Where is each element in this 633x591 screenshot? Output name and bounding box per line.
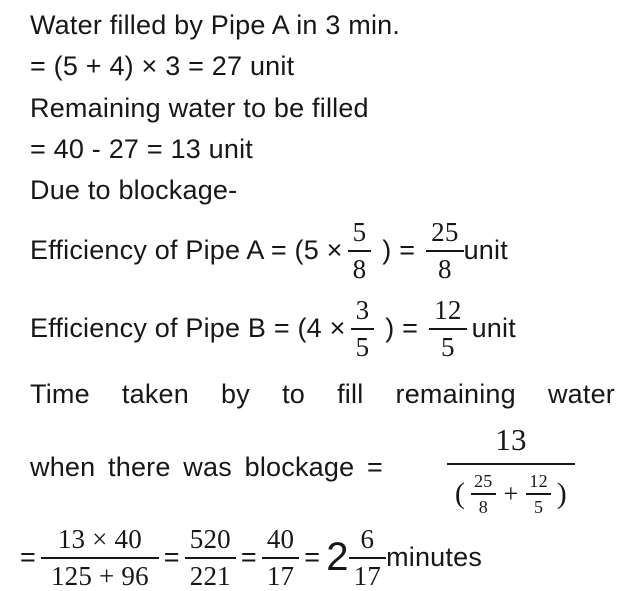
fraction-numerator: 25 xyxy=(431,216,459,247)
fraction-denominator: 125 + 96 xyxy=(41,557,159,590)
solution-line-1: Water filled by Pipe A in 3 min. xyxy=(30,10,401,40)
fraction-numerator: 13 × 40 xyxy=(57,523,142,554)
big-fraction xyxy=(447,421,575,517)
fraction-denominator: 221 xyxy=(185,557,236,590)
final-equation xyxy=(20,523,619,591)
fraction-numerator: 3 xyxy=(355,294,370,325)
equation-text: unit xyxy=(463,235,508,266)
equation-text: Efficiency of Pipe A = (5 × xyxy=(30,235,343,266)
fraction xyxy=(348,216,372,284)
fraction-numerator: 25 xyxy=(474,470,493,491)
fraction-numerator: 6 xyxy=(360,523,375,554)
fraction-numerator: 12 xyxy=(434,294,462,325)
fraction-denominator: 5 xyxy=(526,493,550,516)
fraction-denominator: 8 xyxy=(471,493,495,516)
fraction xyxy=(349,523,386,591)
fraction-denominator: 5 xyxy=(429,328,466,361)
solution-line-5: Due to blockage- xyxy=(30,175,238,206)
solution-line-4: = 40 - 27 = 13 unit xyxy=(30,133,253,164)
equation-text: ) = xyxy=(385,313,419,344)
equals-sign: = xyxy=(163,542,180,573)
close-paren: ) xyxy=(556,476,567,510)
fraction xyxy=(471,472,495,516)
fraction-numerator: 520 xyxy=(189,523,231,554)
equals-sign: = xyxy=(20,542,36,573)
fraction-numerator: 5 xyxy=(352,216,367,247)
equation-text: minutes xyxy=(386,542,483,573)
fraction-numerator: 12 xyxy=(529,470,548,491)
fraction xyxy=(526,472,550,516)
open-paren: ( xyxy=(454,476,466,510)
equals-sign: = xyxy=(304,542,321,573)
fraction-denominator: 17 xyxy=(349,557,386,590)
fraction xyxy=(41,523,159,591)
solution-line-8: Time taken by to fill remaining water xyxy=(30,378,615,409)
fraction-denominator: 8 xyxy=(348,250,372,283)
fraction xyxy=(429,294,466,362)
fraction-denominator xyxy=(447,463,575,516)
solution-line-3: Remaining water to be filled xyxy=(30,92,369,123)
fraction-denominator: 17 xyxy=(262,557,299,590)
efficiency-pipe-b-equation xyxy=(30,294,619,362)
mixed-number-whole: 2 xyxy=(326,535,349,580)
fraction xyxy=(426,216,463,284)
blockage-time-equation xyxy=(30,420,619,516)
equals-sign: = xyxy=(240,542,257,573)
equation-text: Efficiency of Pipe B = (4 × xyxy=(30,313,346,344)
plus-operator: + xyxy=(503,478,519,508)
solution-line-2: = (5 + 4) × 3 = 27 unit xyxy=(30,51,295,82)
fraction-numerator: 13 xyxy=(495,421,527,457)
equation-text: when there was blockage = xyxy=(30,452,383,483)
fraction-numerator: 40 xyxy=(266,523,295,554)
efficiency-pipe-a-equation xyxy=(30,216,619,284)
equation-text: ) = xyxy=(382,235,416,266)
equation-text: unit xyxy=(471,313,516,344)
fraction xyxy=(185,523,236,591)
fraction xyxy=(262,523,299,591)
fraction-denominator: 8 xyxy=(426,250,463,283)
fraction-denominator: 5 xyxy=(351,328,375,361)
fraction xyxy=(351,294,375,362)
